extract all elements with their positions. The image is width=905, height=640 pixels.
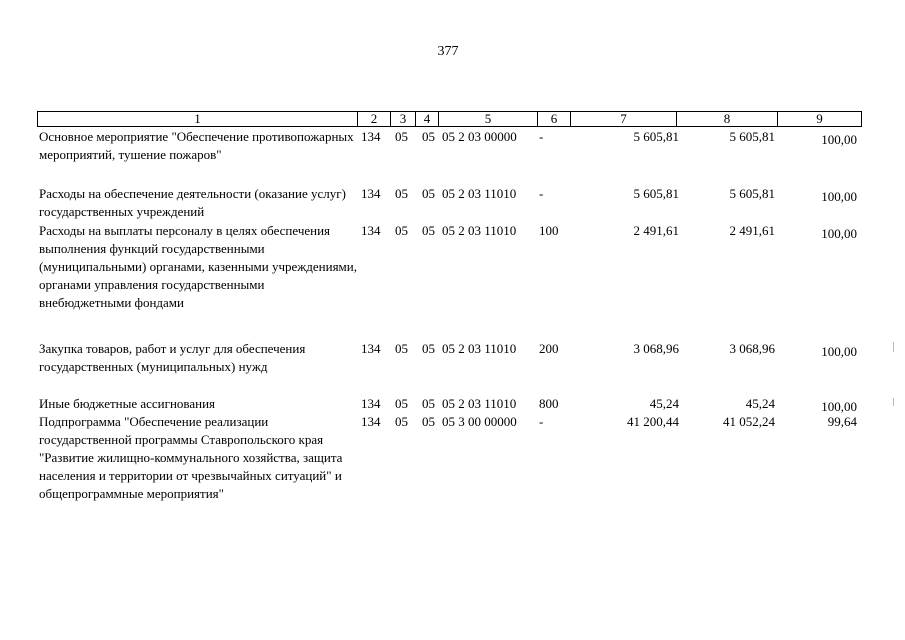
- header-col-4: 4: [416, 112, 439, 126]
- page-number: 377: [437, 44, 459, 59]
- row-name: Подпрограмма "Обеспечение реализации государственной программы Ставропольского края "Развитие жилищно-коммунального хозяйства, защита населения и территории от чрезвычайных ситуаций" и общепрограммные мероприятия": [39, 414, 343, 501]
- row-code-4: 05: [422, 129, 435, 144]
- row-code-3: 05: [395, 186, 408, 201]
- row-value-8: 45,24: [745, 396, 775, 411]
- header-col-2: 2: [358, 112, 391, 126]
- row-code-6: 200: [539, 341, 559, 356]
- row-name: Расходы на выплаты персоналу в целях обеспечения выполнения функций государственными (муниципальными) органами, казенными учреждениями, органами управления государственными внебюджетными фондами: [39, 223, 357, 310]
- row-value-8: 5 605,81: [729, 186, 775, 201]
- row-value-7: 3 068,96: [633, 341, 679, 356]
- row-code-5: 05 2 03 00000: [442, 129, 517, 144]
- row-value-8: 3 068,96: [729, 341, 775, 356]
- row-code-4: 05: [422, 396, 435, 411]
- row-value-9: 100,00: [821, 226, 857, 241]
- row-code-2: 134: [361, 341, 381, 356]
- row-value-9: 99,64: [827, 414, 857, 429]
- row-value-7: 5 605,81: [633, 186, 679, 201]
- row-code-3: 05: [395, 223, 408, 238]
- row-code-2: 134: [361, 186, 381, 201]
- row-code-2: 134: [361, 129, 381, 144]
- row-value-8: 5 605,81: [729, 129, 775, 144]
- scan-mark: [893, 398, 894, 406]
- header-col-5: 5: [439, 112, 538, 126]
- row-code-6: -: [539, 129, 544, 144]
- row-value-7: 5 605,81: [633, 129, 679, 144]
- row-code-2: 134: [361, 223, 381, 238]
- row-code-3: 05: [395, 129, 408, 144]
- row-code-3: 05: [395, 341, 408, 356]
- header-col-7: 7: [571, 112, 677, 126]
- row-name: Основное мероприятие "Обеспечение противопожарных мероприятий, тушение пожаров": [39, 129, 354, 162]
- row-value-9: 100,00: [821, 344, 857, 359]
- row-name: Расходы на обеспечение деятельности (оказание услуг) государственных учреждений: [39, 186, 346, 219]
- row-code-3: 05: [395, 396, 408, 411]
- row-code-2: 134: [361, 414, 381, 429]
- table-header: [37, 111, 862, 127]
- row-code-3: 05: [395, 414, 408, 429]
- row-code-6: 800: [539, 396, 559, 411]
- header-col-3: 3: [391, 112, 416, 126]
- row-code-2: 134: [361, 396, 381, 411]
- row-code-5: 05 2 03 11010: [442, 186, 517, 201]
- row-code-6: 100: [539, 223, 559, 238]
- row-value-7: 45,24: [649, 396, 679, 411]
- row-code-4: 05: [422, 186, 435, 201]
- row-name: Закупка товаров, работ и услуг для обеспечения государственных (муниципальных) нужд: [39, 341, 306, 374]
- header-col-1: 1: [38, 112, 358, 126]
- scan-mark: [893, 342, 894, 352]
- row-code-6: -: [539, 186, 544, 201]
- row-value-9: 100,00: [821, 399, 857, 414]
- row-value-8: 2 491,61: [729, 223, 775, 238]
- header-col-6: 6: [538, 112, 571, 126]
- row-value-9: 100,00: [821, 189, 857, 204]
- row-value-8: 41 052,24: [723, 414, 775, 429]
- header-col-9: 9: [816, 111, 823, 126]
- row-value-7: 2 491,61: [633, 223, 679, 238]
- row-name: Иные бюджетные ассигнования: [39, 396, 216, 411]
- row-value-9: 100,00: [821, 132, 857, 147]
- row-code-5: 05 3 00 00000: [442, 414, 517, 429]
- header-col-8: 8: [677, 112, 778, 126]
- row-value-7: 41 200,44: [627, 414, 679, 429]
- row-code-4: 05: [422, 223, 435, 238]
- row-code-5: 05 2 03 11010: [442, 341, 517, 356]
- row-code-6: -: [539, 414, 544, 429]
- row-code-5: 05 2 03 11010: [442, 223, 517, 238]
- row-code-4: 05: [422, 414, 435, 429]
- row-code-5: 05 2 03 11010: [442, 396, 517, 411]
- row-code-4: 05: [422, 341, 435, 356]
